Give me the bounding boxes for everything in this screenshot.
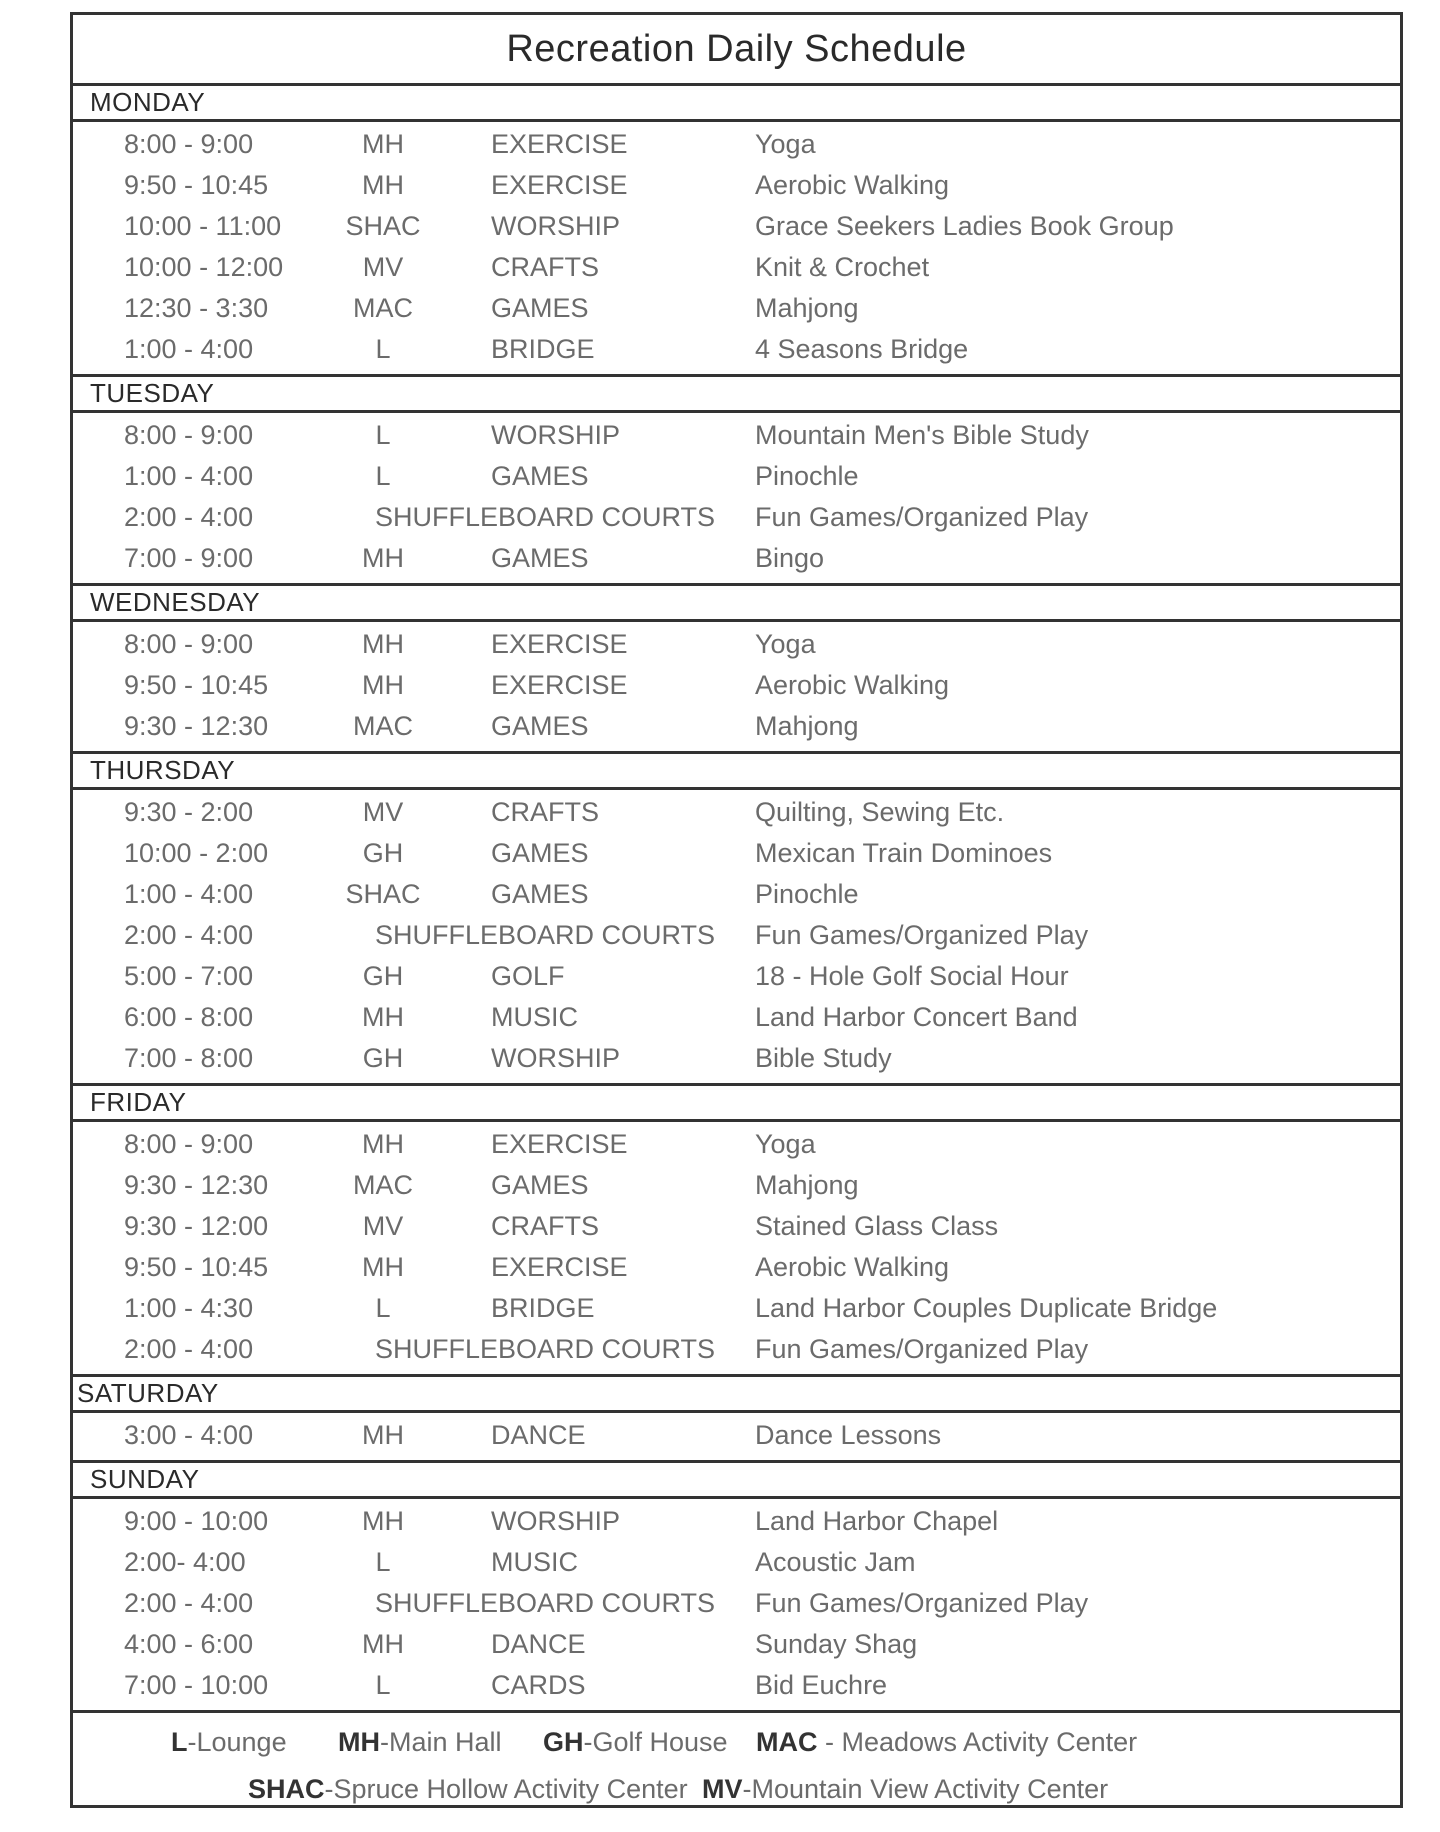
time-cell: 7:00 - 9:00 bbox=[124, 543, 254, 573]
day-section-saturday bbox=[73, 1377, 1400, 1463]
day-section-thursday bbox=[73, 754, 1400, 1086]
day-header: THURSDAY bbox=[73, 754, 1400, 790]
category-cell: DANCE bbox=[491, 1420, 586, 1450]
day-rows bbox=[73, 1499, 1400, 1710]
time-cell: 2:00 - 4:00 bbox=[124, 1334, 254, 1364]
legend-item bbox=[543, 1719, 728, 1766]
time-cell: 8:00 - 9:00 bbox=[124, 129, 254, 159]
legend-code: SHAC bbox=[248, 1774, 325, 1804]
activity-cell: Fun Games/Organized Play bbox=[755, 920, 1089, 950]
activity-cell: Fun Games/Organized Play bbox=[755, 1588, 1089, 1618]
schedule-row bbox=[73, 997, 1400, 1038]
schedule-row bbox=[73, 624, 1400, 665]
schedule-row bbox=[73, 1624, 1400, 1665]
day-rows bbox=[73, 122, 1400, 374]
schedule-row bbox=[73, 915, 1400, 956]
time-cell: 10:00 - 12:00 bbox=[124, 252, 284, 282]
location-cell: MAC bbox=[353, 1170, 413, 1200]
legend-code: MV bbox=[702, 1774, 743, 1804]
activity-cell: Mountain Men's Bible Study bbox=[755, 420, 1089, 450]
location-cell: MH bbox=[362, 629, 404, 659]
time-cell: 3:00 - 4:00 bbox=[124, 1420, 254, 1450]
location-cell: GH bbox=[362, 961, 404, 991]
schedule-row bbox=[73, 1665, 1400, 1706]
location-cell: L bbox=[375, 1547, 391, 1577]
category-cell: CRAFTS bbox=[491, 1211, 599, 1241]
location-cell: L bbox=[375, 1293, 391, 1323]
location-cell: MH bbox=[362, 1506, 404, 1536]
activity-cell: Bid Euchre bbox=[755, 1670, 888, 1700]
legend-item bbox=[248, 1766, 688, 1813]
legend-item bbox=[702, 1766, 1108, 1813]
category-cell: MUSIC bbox=[491, 1002, 578, 1032]
schedule-row bbox=[73, 165, 1400, 206]
activity-cell: Bible Study bbox=[755, 1043, 892, 1073]
activity-cell: Aerobic Walking bbox=[755, 170, 950, 200]
legend-item bbox=[171, 1719, 287, 1766]
day-rows bbox=[73, 622, 1400, 751]
time-cell: 12:30 - 3:30 bbox=[124, 293, 269, 323]
category-cell: GAMES bbox=[491, 711, 589, 741]
legend-desc: -Main Hall bbox=[380, 1727, 502, 1757]
activity-cell: Mahjong bbox=[755, 293, 859, 323]
category-cell: BRIDGE bbox=[491, 334, 595, 364]
legend-desc: - Meadows Activity Center bbox=[817, 1727, 1138, 1757]
activity-cell: Yoga bbox=[755, 129, 816, 159]
schedule-row bbox=[73, 874, 1400, 915]
activity-cell: Pinochle bbox=[755, 879, 859, 909]
activity-cell: Pinochle bbox=[755, 461, 859, 491]
category-cell: SHUFFLEBOARD COURTS bbox=[375, 920, 716, 950]
location-cell: MAC bbox=[353, 293, 413, 323]
location-cell: GH bbox=[362, 838, 404, 868]
time-cell: 4:00 - 6:00 bbox=[124, 1629, 254, 1659]
category-cell: CRAFTS bbox=[491, 252, 599, 282]
category-cell: WORSHIP bbox=[491, 1043, 621, 1073]
schedule-row bbox=[73, 497, 1400, 538]
time-cell: 6:00 - 8:00 bbox=[124, 1002, 254, 1032]
activity-cell: Acoustic Jam bbox=[755, 1547, 916, 1577]
location-cell: L bbox=[375, 461, 391, 491]
category-cell: GAMES bbox=[491, 879, 589, 909]
activity-cell: 18 - Hole Golf Social Hour bbox=[755, 961, 1069, 991]
activity-cell: Land Harbor Chapel bbox=[755, 1506, 999, 1536]
location-cell: MH bbox=[362, 170, 404, 200]
category-cell: GAMES bbox=[491, 543, 589, 573]
legend-desc: -Spruce Hollow Activity Center bbox=[324, 1774, 688, 1804]
category-cell: EXERCISE bbox=[491, 170, 628, 200]
location-cell: MH bbox=[362, 670, 404, 700]
location-cell: SHAC bbox=[345, 211, 421, 241]
legend-item bbox=[756, 1719, 1137, 1766]
category-cell: EXERCISE bbox=[491, 129, 628, 159]
schedule-row bbox=[73, 792, 1400, 833]
day-rows bbox=[73, 1122, 1400, 1374]
location-cell: MH bbox=[362, 1002, 404, 1032]
day-section-monday bbox=[73, 86, 1400, 377]
location-cell: L bbox=[375, 334, 391, 364]
category-cell: MUSIC bbox=[491, 1547, 578, 1577]
schedule-sheet bbox=[70, 12, 1403, 1808]
location-cell: GH bbox=[362, 1043, 404, 1073]
legend-code: GH bbox=[543, 1727, 584, 1757]
location-cell: MH bbox=[362, 1629, 404, 1659]
time-cell: 2:00- 4:00 bbox=[124, 1547, 246, 1577]
day-rows bbox=[73, 1413, 1400, 1460]
schedule-row bbox=[73, 538, 1400, 579]
legend-desc: -Golf House bbox=[583, 1727, 728, 1757]
category-cell: BRIDGE bbox=[491, 1293, 595, 1323]
category-cell: CARDS bbox=[491, 1670, 586, 1700]
schedule-row bbox=[73, 1165, 1400, 1206]
activity-cell: Knit & Crochet bbox=[755, 252, 930, 282]
location-cell: MH bbox=[362, 129, 404, 159]
day-list bbox=[73, 86, 1400, 1713]
time-cell: 10:00 - 11:00 bbox=[124, 211, 282, 241]
legend-desc: -Mountain View Activity Center bbox=[742, 1774, 1109, 1804]
schedule-row bbox=[73, 206, 1400, 247]
activity-cell: Mahjong bbox=[755, 1170, 859, 1200]
legend-code: MAC bbox=[756, 1727, 818, 1757]
category-cell: WORSHIP bbox=[491, 211, 621, 241]
schedule-row bbox=[73, 124, 1400, 165]
day-header: WEDNESDAY bbox=[73, 586, 1400, 622]
schedule-row bbox=[73, 1206, 1400, 1247]
activity-cell: Dance Lessons bbox=[755, 1420, 942, 1450]
time-cell: 9:30 - 2:00 bbox=[124, 797, 254, 827]
legend-code: MH bbox=[338, 1727, 380, 1757]
activity-cell: Sunday Shag bbox=[755, 1629, 918, 1659]
day-section-sunday bbox=[73, 1463, 1400, 1713]
category-cell: EXERCISE bbox=[491, 629, 628, 659]
location-cell: MV bbox=[362, 797, 404, 827]
category-cell: EXERCISE bbox=[491, 1129, 628, 1159]
category-cell: SHUFFLEBOARD COURTS bbox=[375, 1588, 716, 1618]
activity-cell: Mahjong bbox=[755, 711, 859, 741]
activity-cell: Stained Glass Class bbox=[755, 1211, 999, 1241]
schedule-row bbox=[73, 1583, 1400, 1624]
category-cell: CRAFTS bbox=[491, 797, 599, 827]
location-cell: SHAC bbox=[345, 879, 421, 909]
time-cell: 2:00 - 4:00 bbox=[124, 502, 254, 532]
category-cell: SHUFFLEBOARD COURTS bbox=[375, 502, 716, 532]
location-cell: MH bbox=[362, 543, 404, 573]
time-cell: 1:00 - 4:00 bbox=[124, 461, 254, 491]
schedule-row bbox=[73, 1038, 1400, 1079]
activity-cell: Quilting, Sewing Etc. bbox=[755, 797, 1005, 827]
activity-cell: Fun Games/Organized Play bbox=[755, 502, 1089, 532]
time-cell: 1:00 - 4:00 bbox=[124, 334, 254, 364]
day-section-tuesday bbox=[73, 377, 1400, 586]
day-header: SUNDAY bbox=[73, 1463, 1400, 1499]
day-header: FRIDAY bbox=[73, 1086, 1400, 1122]
location-cell: L bbox=[375, 420, 391, 450]
day-header: TUESDAY bbox=[73, 377, 1400, 413]
category-cell: WORSHIP bbox=[491, 1506, 621, 1536]
schedule-row bbox=[73, 247, 1400, 288]
schedule-row bbox=[73, 665, 1400, 706]
category-cell: DANCE bbox=[491, 1629, 586, 1659]
schedule-row bbox=[73, 456, 1400, 497]
legend-line bbox=[73, 1766, 1400, 1813]
schedule-title: Recreation Daily Schedule bbox=[73, 15, 1400, 86]
activity-cell: Yoga bbox=[755, 1129, 816, 1159]
schedule-row bbox=[73, 833, 1400, 874]
time-cell: 5:00 - 7:00 bbox=[124, 961, 254, 991]
schedule-row bbox=[73, 415, 1400, 456]
location-cell: MAC bbox=[353, 711, 413, 741]
time-cell: 9:50 - 10:45 bbox=[124, 1252, 269, 1282]
time-cell: 9:30 - 12:30 bbox=[124, 711, 269, 741]
activity-cell: Mexican Train Dominoes bbox=[755, 838, 1053, 868]
activity-cell: Bingo bbox=[755, 543, 825, 573]
legend-code: L bbox=[171, 1727, 188, 1757]
time-cell: 1:00 - 4:30 bbox=[124, 1293, 254, 1323]
time-cell: 2:00 - 4:00 bbox=[124, 920, 254, 950]
activity-cell: 4 Seasons Bridge bbox=[755, 334, 969, 364]
time-cell: 2:00 - 4:00 bbox=[124, 1588, 254, 1618]
category-cell: SHUFFLEBOARD COURTS bbox=[375, 1334, 716, 1364]
time-cell: 8:00 - 9:00 bbox=[124, 1129, 254, 1159]
time-cell: 9:50 - 10:45 bbox=[124, 670, 269, 700]
schedule-row bbox=[73, 1247, 1400, 1288]
location-legend bbox=[73, 1713, 1400, 1813]
legend-desc: -Lounge bbox=[187, 1727, 287, 1757]
time-cell: 7:00 - 10:00 bbox=[124, 1670, 269, 1700]
location-cell: MV bbox=[362, 252, 404, 282]
legend-line bbox=[73, 1719, 1400, 1766]
schedule-row bbox=[73, 1288, 1400, 1329]
category-cell: GAMES bbox=[491, 461, 589, 491]
category-cell: GAMES bbox=[491, 293, 589, 323]
category-cell: GAMES bbox=[491, 1170, 589, 1200]
activity-cell: Aerobic Walking bbox=[755, 670, 950, 700]
location-cell: MV bbox=[362, 1211, 404, 1241]
location-cell: MH bbox=[362, 1420, 404, 1450]
activity-cell: Yoga bbox=[755, 629, 816, 659]
time-cell: 1:00 - 4:00 bbox=[124, 879, 254, 909]
time-cell: 10:00 - 2:00 bbox=[124, 838, 269, 868]
time-cell: 9:00 - 10:00 bbox=[124, 1506, 269, 1536]
day-rows bbox=[73, 413, 1400, 583]
schedule-row bbox=[73, 1329, 1400, 1370]
time-cell: 8:00 - 9:00 bbox=[124, 420, 254, 450]
day-section-wednesday bbox=[73, 586, 1400, 754]
category-cell: WORSHIP bbox=[491, 420, 621, 450]
category-cell: EXERCISE bbox=[491, 670, 628, 700]
location-cell: MH bbox=[362, 1129, 404, 1159]
activity-cell: Aerobic Walking bbox=[755, 1252, 950, 1282]
day-header: MONDAY bbox=[73, 86, 1400, 122]
time-cell: 9:50 - 10:45 bbox=[124, 170, 269, 200]
time-cell: 8:00 - 9:00 bbox=[124, 629, 254, 659]
time-cell: 7:00 - 8:00 bbox=[124, 1043, 254, 1073]
category-cell: GOLF bbox=[491, 961, 565, 991]
schedule-row bbox=[73, 956, 1400, 997]
schedule-row bbox=[73, 1415, 1400, 1456]
schedule-row bbox=[73, 329, 1400, 370]
activity-cell: Land Harbor Couples Duplicate Bridge bbox=[755, 1293, 1218, 1323]
day-header: SATURDAY bbox=[73, 1377, 1400, 1413]
time-cell: 9:30 - 12:30 bbox=[124, 1170, 269, 1200]
time-cell: 9:30 - 12:00 bbox=[124, 1211, 269, 1241]
schedule-row bbox=[73, 1501, 1400, 1542]
category-cell: EXERCISE bbox=[491, 1252, 628, 1282]
day-rows bbox=[73, 790, 1400, 1083]
activity-cell: Fun Games/Organized Play bbox=[755, 1334, 1089, 1364]
activity-cell: Land Harbor Concert Band bbox=[755, 1002, 1078, 1032]
day-section-friday bbox=[73, 1086, 1400, 1377]
location-cell: L bbox=[375, 1670, 391, 1700]
legend-item bbox=[338, 1719, 502, 1766]
schedule-row bbox=[73, 1542, 1400, 1583]
category-cell: GAMES bbox=[491, 838, 589, 868]
schedule-row bbox=[73, 706, 1400, 747]
location-cell: MH bbox=[362, 1252, 404, 1282]
schedule-row bbox=[73, 1124, 1400, 1165]
activity-cell: Grace Seekers Ladies Book Group bbox=[755, 211, 1174, 241]
schedule-row bbox=[73, 288, 1400, 329]
